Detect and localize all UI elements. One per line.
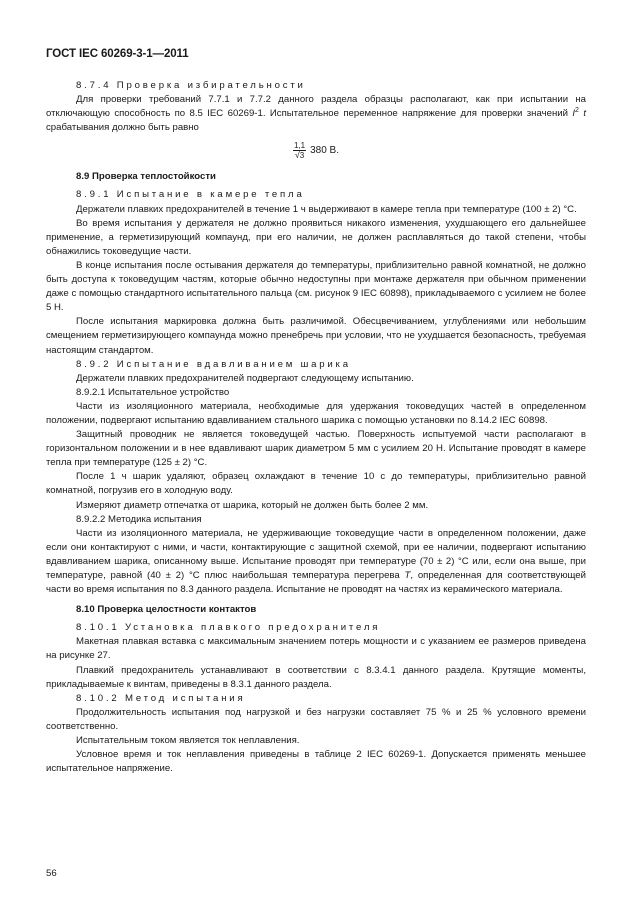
paragraph: Условное время и ток неплавления приведены в таблице 2 IEC 60269-1. Допускается применять меньшее испытательное напряжение. <box>46 749 586 775</box>
paragraph: Защитный проводник не является токоведущей частью. Поверхность испытуемой части располагают в горизонтальном положении и в нее вдавливают шарик диаметром 5 мм с усилием 20 Н. Испытание проводят в камере тепла при температуре (125 ± 2) °С. <box>46 429 586 469</box>
paragraph: Испытательным током является ток неплавления. <box>76 735 300 747</box>
paragraph: Держатели плавких предохранителей в течение 1 ч выдерживают в камере тепла при температуре (100 ± 2) °С. <box>76 203 577 215</box>
paragraph: После 1 ч шарик удаляют, образец охлаждают в течение 10 с до температуры, приблизительно равной комнатной, погрузив его в холодную воду. <box>46 471 586 497</box>
paragraph: Измеряют диаметр отпечатка от шарика, который не должен быть более 2 мм. <box>76 499 429 511</box>
page-number: 56 <box>46 868 57 879</box>
subsection-title-8101: 8.10.1 Установка плавкого предохранителя <box>76 622 381 634</box>
page-content <box>46 79 586 776</box>
subsection-title-8922: 8.9.2.2 Методика испытания <box>76 513 202 525</box>
paragraph: Во время испытания у держателя не должно проявиться никакого изменения, ухудшающего его дальнейшее применение, а герметизирующий компаунд, при его наличии, не должен расплавляться до такой степени, чтобы обнажились токоведущие части. <box>46 217 586 257</box>
paragraph: Макетная плавкая вставка с максимальным значением потерь мощности и с указанием ее размеров приведена на рисунке 27. <box>46 636 586 662</box>
paragraph: Держатели плавких предохранителей подвергают следующему испытанию. <box>76 372 414 384</box>
paragraph: Для проверки требований 7.7.1 и 7.7.2 данного раздела образцы располагают, как при испытании на отключающую способность по 8.5 IEC 60269-1. Испытательное переменное напряжение для проверки значений $I^2$ t срабатывания должно быть равно <box>46 94 586 134</box>
subsection-title-892: 8.9.2 Испытание вдавливанием шарика <box>76 358 351 370</box>
formula-rest: 380 В. <box>310 144 340 156</box>
formula <box>46 141 586 160</box>
fraction: $\frac{1,1}{√3}$ <box>293 141 306 161</box>
paragraph: Части из изоляционного материала, необходимые для удержания токоведущих частей в определенном положении, подвергают испытанию вдавливанием стального шарика с помощью установки по 8.14.2 IEC 60898. <box>46 400 586 426</box>
paragraph: Продолжительность испытания под нагрузкой и без нагрузки составляет 75 % и 25 % условного времени соответственно. <box>46 706 586 732</box>
document-header: ГОСТ IEC 60269-3-1—2011 <box>46 48 189 60</box>
paragraph: Части из изоляционного материала, не удерживающие токоведущие части в определенном положении, даже если они контактируют с ними, и части, контактирующие с защитной схемой, при ее наличии, подвергают испытанию вдавливанием шарика, описанному выше. Испытание проводят при температуре (70 ± 2) °С или, если она выше, при температуре, равной (40 ± 2) °С плюс наибольшая температура перегрева Т, определенная для соответствующей части во время испытания по 8.3 данного раздела. Испытание не проводят на частях из керамического материала. <box>46 527 586 596</box>
section-heading-89: 8.9 Проверка теплостойкости <box>76 171 216 183</box>
subsection-title-8102: 8.10.2 Метод испытания <box>76 692 246 704</box>
section-heading-810: 8.10 Проверка целостности контактов <box>76 604 257 616</box>
subsection-title-874: 8.7.4 Проверка избирательности <box>76 80 306 91</box>
subsection-title-8921: 8.9.2.1 Испытательное устройство <box>76 386 230 398</box>
paragraph: Плавкий предохранитель устанавливают в соответствии с 8.3.4.1 данного раздела. Крутящие моменты, прикладываемые к винтам, приведены в 8.3.1 данного раздела. <box>46 664 586 690</box>
paragraph: В конце испытания после остывания держателя до температуры, приблизительно равной комнатной, не должно быть доступа к токоведущим частям, которые обычно недоступны при монтаже держателя при обычном применении даже с помощью стандартного испытательного пальца (см. рисунок 9 IEC 60898), прикладываемого с усилием не более 5 Н. <box>46 259 586 314</box>
subsection-title-891: 8.9.1 Испытание в камере тепла <box>76 189 305 201</box>
paragraph: После испытания маркировка должна быть различимой. Обесцвечиванием, углублениями или небольшим смещением герметизирующего компаунда можно пренебречь при условии, что не ухудшается безопасность, требуемая настоящим стандартом. <box>46 316 586 356</box>
